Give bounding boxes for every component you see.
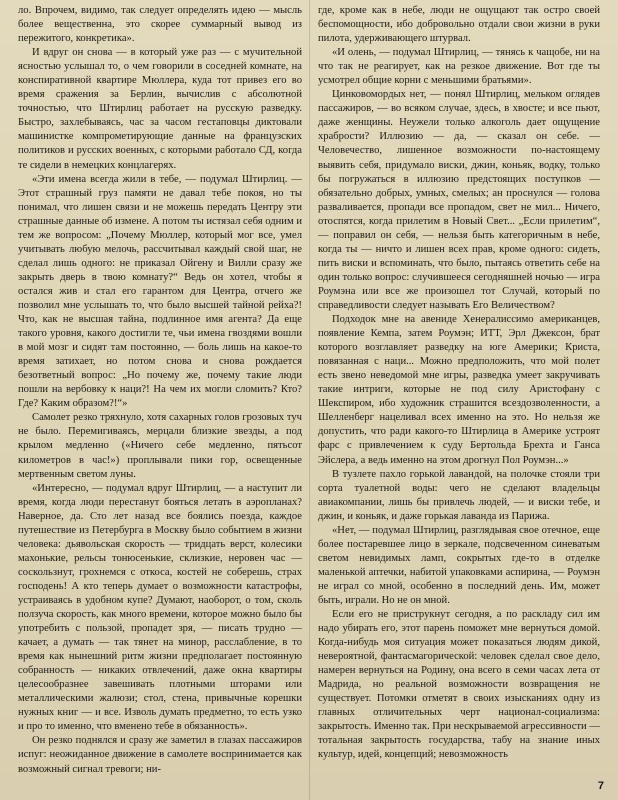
paragraph: В тузлете пахло горькой лавандой, на полочке стояли три сорта туалетной воды: чего не сделают владельцы авиакомпании, лишь бы привлечь людей, — и виски тебе, и джин, и коньяк, и даже горькая лаванда из Парижа. [318, 468, 600, 522]
paragraph: Если его не приструкнут сегодня, а по раскладу сил им надо убирать его, этот парень поможет мне вернуться домой. Когда-нибудь моя ситуация может показаться людям дикой, невероятной, фантасмагорической: человек сделал свое дело, намерен вернуться на Родину, она всего в семи часах лета от Мадрида, но реальной возможности возвращения не существует. Потомки отметят в своих изысканиях одну из главных отличительных черт национал-социализма: закрытость. Именно так. При нескрываемой агрессивности — тотальная закрытость государства, табу на знание иных культур, идей, концепций; невозможность [318, 609, 600, 761]
page-number: 7 [597, 780, 604, 792]
right-column [318, 4, 600, 792]
paragraph: ло. Впрочем, видимо, так следует определять идею — мысль более вещественна, это скорее суммарный вывод из пережитого, конкретика». [18, 5, 302, 45]
column-divider [309, 0, 310, 800]
paragraph: И вдруг он снова — в который уже раз — с мучительной ясностью услышал то, о чем говорили в соседней комнате, на конспиративной квартире Мюллера, куда тот привез его во время сражения за Берлин, вычислив с абсолютной точностью, что Штирлиц работает на русскую разведку. Быстро, захлебываясь, час за часом гестаповцы диктовали машинистке компрометирующие данные на французских политиков и русских военных, с которыми работало СД, когда те сидели в немецких концлагерях. [18, 47, 302, 171]
paragraph: Он резко поднялся и сразу же заметил в глазах пассажиров испуг: неожиданное движение в самолете воспринимается как возможный сигнал тревоги; ни- [18, 735, 302, 775]
paragraph: «Нет, — подумал Штирлиц, разглядывая свое отечное, еще более постаревшее лицо в зеркале, подсвеченном синеватым светом невидимых ламп, сокрытых где-то в отделке маленькой аптечки, набитой упаковками аспирина, — Роумэн не играл со мной, особенно в последний день. Им, может быть, играли. Но не он мной. [318, 524, 600, 606]
paragraph: «Интересно, — подумал вдруг Штирлиц, — а наступит ли время, когда люди перестанут бояться летать в аэропланах? Наверное, да. Сто лет назад все боялись поезда, каждое путешествие из Петербурга в Москву было событием в жизни человека: дьявольская скорость — тридцать верст, колесики махонькие, рельсы тонюсенькие, склизкие, неровен час — соскользнут, грохнемся с откоса, костей не соберешь, страх господень! А кто теперь думает о возможности катастрофы, устраиваясь в удобном купе? Думают, наоборот, о том, сколь ползуча скорость, как много времени, которое можно было бы употребить с пользой, пропадет зря, — писать трудно — качает, а думать — так тянет на минор, расслабление, в то время как нынешний ритм жизни предполагает постоянную собранность — никаких отвлечений, даже окна квартиры целесообразнее завешивать плотными шторами или металлическими жалюзи; стол, стена, привычные корешки нужных книг — и все. Изволь думать предметно, то есть узко и про то именно, что вменено тебе в обязанность». [18, 482, 302, 733]
paragraph: где, кроме как в небе, люди не ощущают так остро своей беспомощности, ибо добровольно отдали свои жизни в руки пилота, удерживающего штурвал. [318, 5, 600, 45]
paragraph: Подходок мне на авениде Хенералиссимо американцев, появление Кемпа, затем Роумэн; ИТТ, Эрл Джексон, брат которого возглавляет разведку на юге Америки; Криста, повязанная с наци... Можно предположить, что мой полет есть звено неведомой мне игры, разведка умеет закручивать такие интриги, которые не под силу Аристофану с Шекспиром, ибо художник страшится всездозволенности, а Шелленберг нацеливал всех именно на это. Но нельзя же допустить, что ради какого-то Штирлица в Америке устроят фарс с привлечением к суду Бертольда Брехта и Ганса Эйслера, а ведь именно на этом дрогнул Пол Роумэн...» [318, 314, 600, 466]
paragraph: «Эти имена всегда жили в тебе, — подумал Штирлиц. — Этот страшный груз памяти не давал тебе покоя, но ты понимал, что лишен связи и не можешь передать Центру эти страшные данные об измене. А потом ты истязал себя одним и тем же вопросом: „Почему Мюллер, который мог все, умел учитывать любую мелочь, рассчитывал каждый свой шаг, не сделал лишь одного: не приказал Ойгену и Вилли сразу же закрыть дверь в твою комнату?“ Ведь он хотел, чтобы я остался жив и стал его гарантом для Центра, отчего же позволил мне услышать то, что было высшей тайной рейха?! Что, как не высшая тайна, подлинное имя агента? Да еще такого уровня, какого достигли те, чьи имена гвоздями вошли в мой мозг и сидят там постоянно, — боль лишь на какое-то время затихает, но потом снова и снова рождается безответный вопрос: „Но почему же, почему такие люди пошли на вербовку к наци?! На чем их могли сломить? Кто? Где? Каким образом?!“» [18, 173, 302, 410]
paragraph: «И олень, — подумал Штирлиц, — тянясь к чащобе, ни на что так не реагирует, как на резкое движение. Вот где ты усмотрел общие корни с меньшими братьями». [318, 47, 600, 87]
paragraph: Самолет резко тряхнуло, хотя сахарных голов грозовых туч не было. Перемигиваясь, мерцали близкие звезды, а под крылом медленно («Ничего себе медленно, пятьсот километров в час!») проплывали пики гор, освещенные мертвенным светом луны. [18, 412, 302, 480]
left-column [18, 4, 302, 792]
paragraph: Цинковомордых нет, — понял Штирлиц, мельком оглядев пассажиров, — во всяком случае, здесь, в хвосте; и все пьют, даже женщины. Неужели только алкоголь дает ощущение храбрости? Иллюзию — да, — сказал он себе. — Человечество, лишенное возможности по-настоящему выявить себя, придумало виски, джин, коньяк, водку, только бы погружаться в иллюзию предстоящих поступков — обязательно добрых, умных, смелых; ан проснулся — голова разваливается, пропади все пропадом, свет не мил... Ничего, отоспятся, когда прилетим в Новый Свет... „Если прилетим“, — поправил он себя, — нельзя быть категоричным в небе, когда ты — ничто и лишен всех прав, кроме одного: сидеть, пить виски и вспоминать, что было, пытаясь ответить себе на один только вопрос: случившееся сегодняшней ночью — игра Роумэна или все же произошел тот Случай, который по справедливости следует называть Его Величеством? [318, 89, 600, 311]
